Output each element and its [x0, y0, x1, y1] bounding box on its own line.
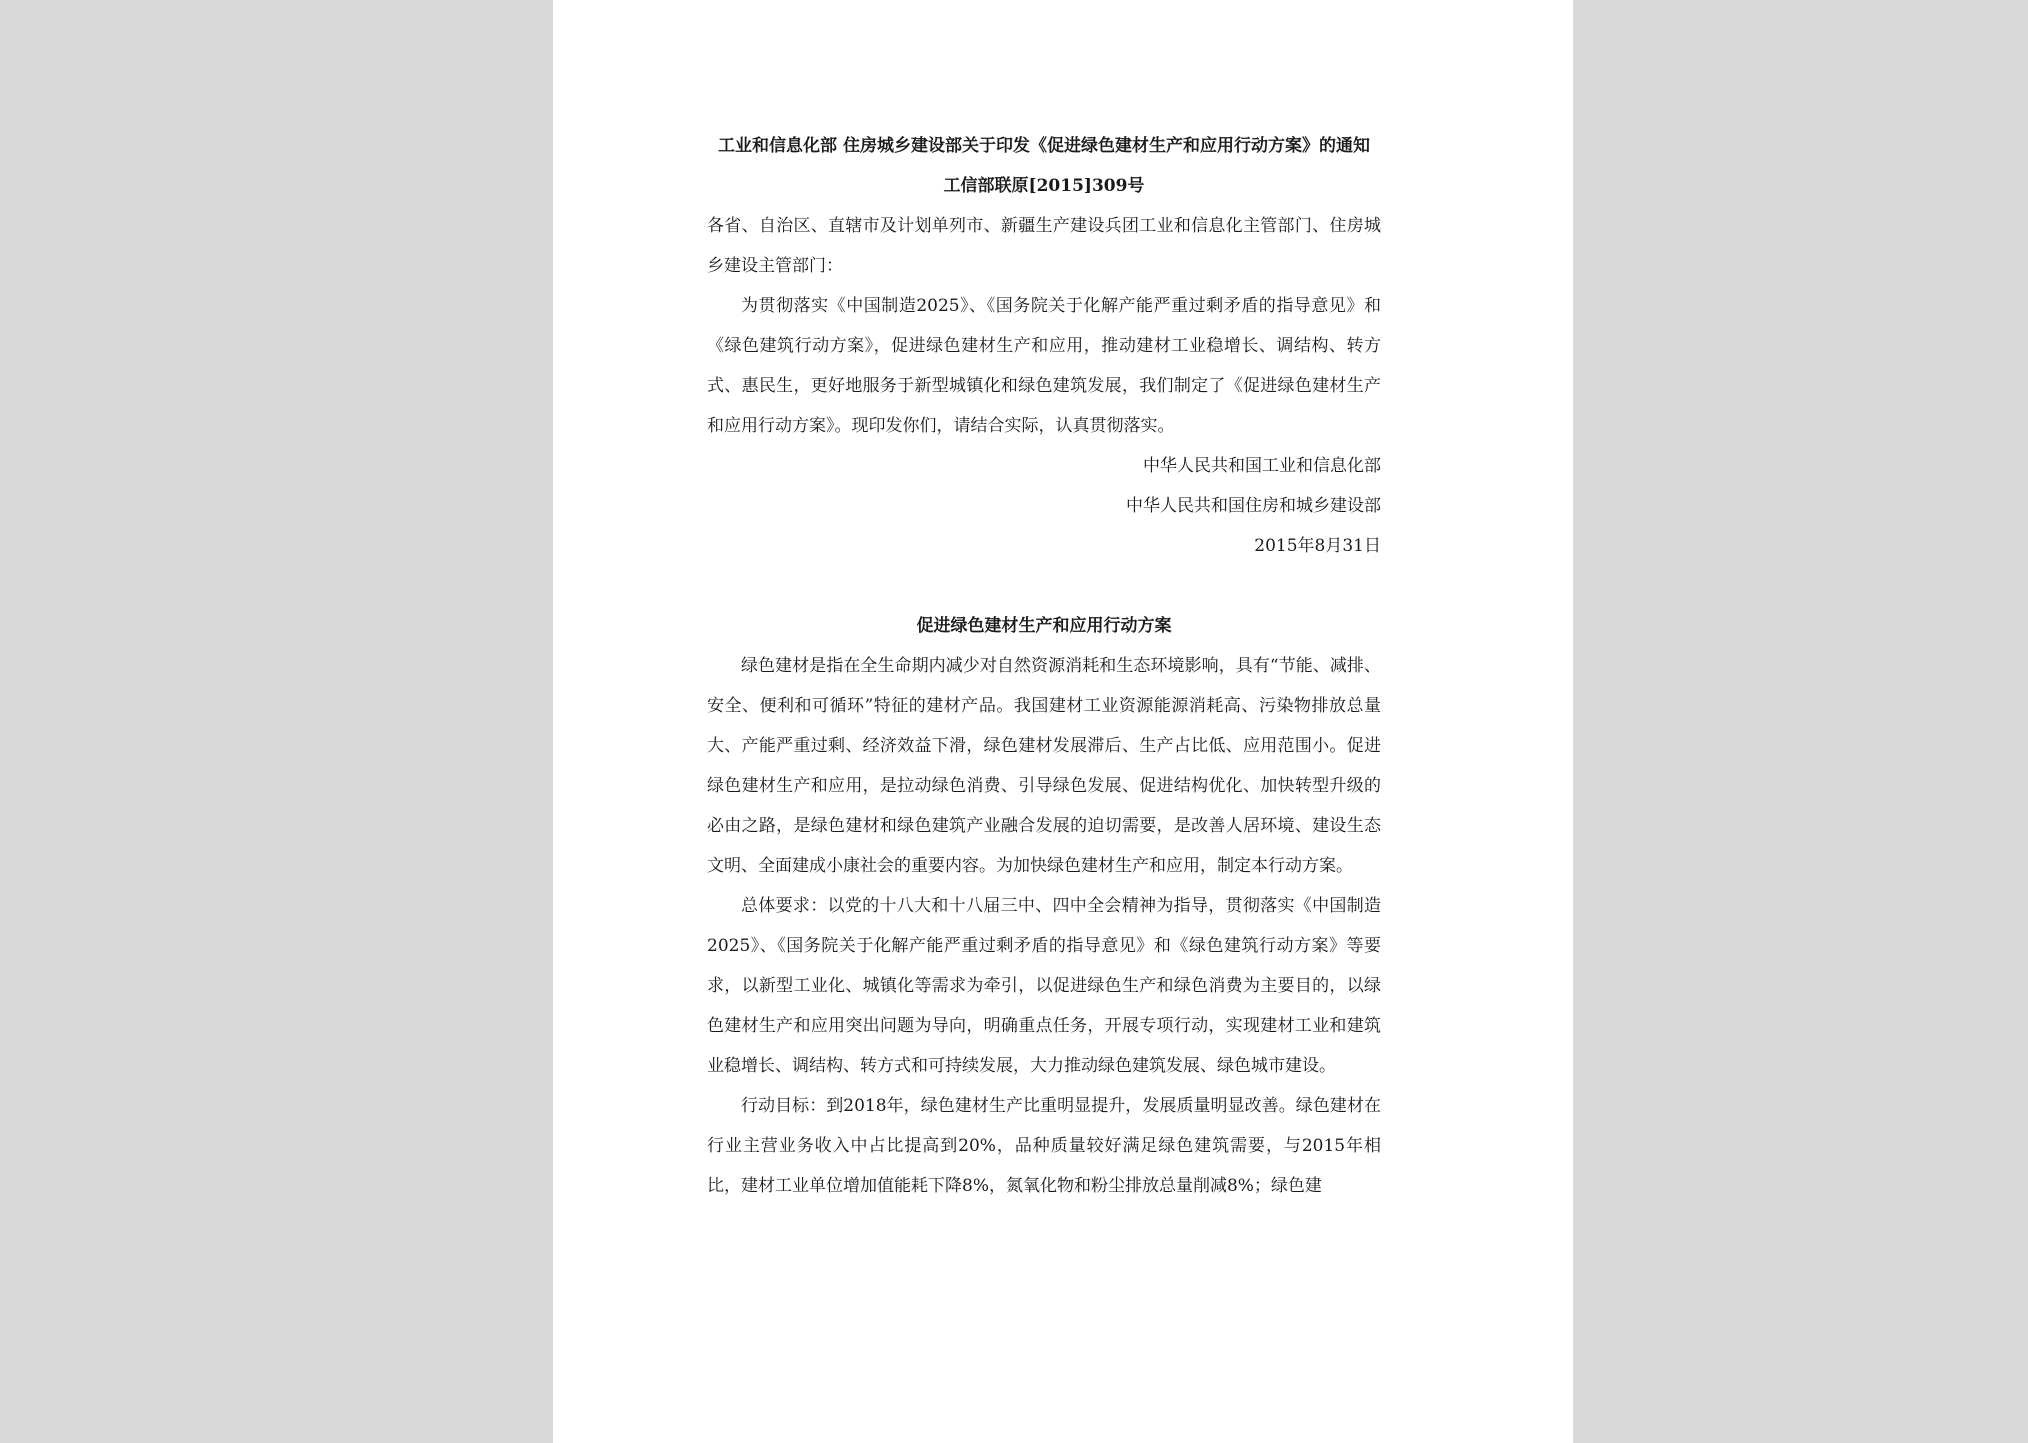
- document-number: 工信部联原[2015]309号: [943, 176, 1145, 196]
- notice-paragraph: 为贯彻落实《中国制造2025》、《国务院关于化解产能严重过剩矛盾的指导意见》和《绿色建筑行动方案》，促进绿色建材生产和应用，推动建材工业稳增长、调结构、转方式、惠民生，更好地服务于新型城镇化和绿色建筑发展，我们制定了《促进绿色建材生产和应用行动方案》。现印发你们，请结合实际，认真贯彻落实。: [707, 296, 1381, 436]
- section-spacer: [707, 566, 1381, 606]
- issuer-mohurd: 中华人民共和国住房和城乡建设部: [1126, 496, 1381, 516]
- document-page: [553, 0, 1573, 1443]
- salutation: 各省、自治区、直辖市及计划单列市、新疆生产建设兵团工业和信息化主管部门、住房城乡建设主管部门：: [707, 216, 1381, 276]
- plan-title: 促进绿色建材生产和应用行动方案: [916, 616, 1172, 636]
- issuer-miit: 中华人民共和国工业和信息化部: [1143, 456, 1381, 476]
- plan-intro-paragraph: 绿色建材是指在全生命期内减少对自然资源消耗和生态环境影响，具有“节能、减排、安全、便利和可循环”特征的建材产品。我国建材工业资源能源消耗高、污染物排放总量大、产能严重过剩、经济效益下滑，绿色建材发展滞后、生产占比低、应用范围小。促进绿色建材生产和应用，是拉动绿色消费、引导绿色发展、促进结构优化、加快转型升级的必由之路，是绿色建材和绿色建筑产业融合发展的迫切需要，是改善人居环境、建设生态文明、全面建成小康社会的重要内容。为加快绿色建材生产和应用，制定本行动方案。: [707, 656, 1381, 876]
- issue-date: 2015年8月31日: [1254, 536, 1381, 556]
- document-title: 工业和信息化部 住房城乡建设部关于印发《促进绿色建材生产和应用行动方案》的通知: [718, 136, 1370, 156]
- action-goals-paragraph: 行动目标：到2018年，绿色建材生产比重明显提升，发展质量明显改善。绿色建材在行业主营业务收入中占比提高到20%，品种质量较好满足绿色建筑需要，与2015年相比，建材工业单位增加值能耗下降8%，氮氧化物和粉尘排放总量削减8%；绿色建: [707, 1096, 1381, 1196]
- document-content: [707, 126, 1381, 1206]
- general-requirements-paragraph: 总体要求：以党的十八大和十八届三中、四中全会精神为指导，贯彻落实《中国制造2025》、《国务院关于化解产能严重过剩矛盾的指导意见》和《绿色建筑行动方案》等要求，以新型工业化、城镇化等需求为牵引，以促进绿色生产和绿色消费为主要目的，以绿色建材生产和应用突出问题为导向，明确重点任务，开展专项行动，实现建材工业和建筑业稳增长、调结构、转方式和可持续发展，大力推动绿色建筑发展、绿色城市建设。: [707, 896, 1381, 1076]
